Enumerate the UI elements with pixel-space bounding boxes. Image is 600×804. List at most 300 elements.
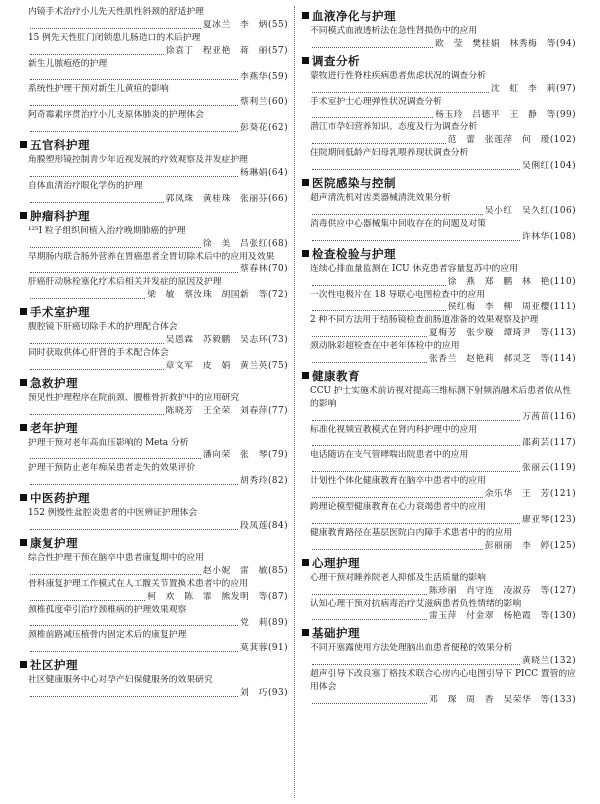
article-title: 蒙牧进行性脊柱疾病患者焦虑状况的调查分析 — [310, 70, 486, 81]
article-title: 标准化视频宣教模式在肾内科护理中的应用 — [310, 424, 478, 435]
toc-entry[interactable] — [22, 225, 288, 251]
dot-leader — [30, 343, 164, 344]
article-title: 阿奇霉素序贯治疗小儿支原体肺炎的护理体会 — [28, 110, 204, 121]
article-authors: 刘 巧 — [240, 688, 268, 699]
dot-leader — [312, 143, 446, 144]
dot-leader — [30, 529, 238, 530]
toc-entry[interactable] — [304, 147, 576, 173]
section-heading-text: 中医药护理 — [30, 491, 90, 506]
column-divider — [294, 6, 295, 798]
section-heading — [20, 658, 288, 673]
toc-section — [304, 54, 576, 173]
article-title: 手术室护士心理弹性状况调查分析 — [310, 96, 442, 107]
article-title: 15 例先天性肛门闭锁患儿肠造口的术后护理 — [28, 32, 201, 43]
square-bullet-icon — [302, 372, 309, 379]
page-number: (117) — [549, 437, 576, 448]
square-bullet-icon — [302, 179, 309, 186]
dot-leader — [30, 105, 238, 106]
article-title: 不同模式血液透析法在急性肾损伤中的应用 — [310, 26, 478, 36]
article-meta — [28, 687, 288, 700]
article-title: 护理干预防止老年痴呆患者走失的效果评价 — [28, 463, 196, 474]
article-meta — [310, 585, 576, 598]
article-meta — [28, 617, 288, 630]
article-meta — [28, 565, 288, 578]
page-number: (77) — [267, 405, 288, 416]
page-number: (62) — [267, 123, 288, 134]
article-meta — [28, 475, 288, 488]
article-meta — [28, 642, 288, 655]
toc-entry[interactable] — [304, 385, 576, 424]
toc-section — [22, 305, 288, 373]
section-heading-text: 医院感染与控制 — [312, 176, 396, 191]
article-meta — [310, 160, 576, 173]
section-heading — [20, 421, 288, 436]
toc-entry[interactable] — [22, 180, 288, 206]
page-number: (94) — [555, 38, 576, 49]
toc-entry[interactable] — [304, 424, 576, 450]
page-number: (121) — [549, 489, 576, 500]
section-heading-text: 健康教育 — [312, 368, 360, 383]
square-bullet-icon — [20, 494, 27, 501]
page-number: (97) — [555, 83, 576, 94]
page-number: (119) — [549, 463, 576, 474]
page-number: (123) — [549, 515, 576, 525]
toc-section — [304, 247, 576, 366]
article-title: 预见性护理程序在院前颈、腰椎骨折救护中的应用研究 — [28, 392, 240, 403]
section-heading — [20, 209, 288, 224]
dot-leader — [30, 54, 164, 55]
toc-entry[interactable] — [304, 70, 576, 96]
page-number: (91) — [267, 643, 288, 654]
article-meta — [28, 167, 288, 180]
article-title: 护理干预对老年高血压影响的 Meta 分析 — [28, 437, 189, 448]
article-title: 跨理论模型健康教育在心力衰竭患者中的应用 — [310, 502, 486, 513]
article-authors: 莫萁蓉 — [240, 643, 268, 654]
toc-entry[interactable] — [22, 392, 288, 418]
toc-entry[interactable] — [22, 347, 288, 373]
page-number: (93) — [267, 688, 288, 699]
article-meta — [310, 655, 576, 668]
article-meta — [28, 71, 288, 84]
article-authors: 夏梅芳 张少璇 谭琦尹 等 — [428, 328, 550, 339]
toc-entry[interactable] — [304, 218, 576, 244]
toc-section — [22, 6, 288, 135]
toc-entry[interactable] — [22, 604, 288, 630]
toc-entry[interactable] — [304, 289, 576, 315]
article-title: 内镜手术治疗小儿先天性肌性斜颈的舒适护理 — [28, 7, 204, 17]
article-title: 超声清洗机对齿类器械清洗效果分析 — [310, 193, 451, 204]
page-number: (132) — [549, 656, 576, 667]
article-authors: 余乐华 王 芳 — [484, 489, 550, 500]
article-title: 骨科康复护理工作模式在人工髋关节置换术患者中的应用 — [28, 578, 248, 589]
section-heading-text: 五官科护理 — [30, 138, 90, 153]
toc-entry[interactable] — [304, 598, 576, 624]
toc-section — [304, 176, 576, 244]
square-bullet-icon — [20, 379, 27, 386]
article-meta — [310, 134, 576, 147]
article-title: 消毒供应中心器械集中回收存在的问题及对策 — [310, 218, 486, 229]
square-bullet-icon — [302, 629, 309, 636]
dot-leader — [30, 651, 238, 652]
article-title: 颈椎孤度牵引治疗颈椎病的护理效果观察 — [28, 604, 187, 615]
article-title: 电话随访在支气管哮喘出院患者中的应用 — [310, 450, 469, 461]
section-heading — [20, 138, 288, 153]
toc-section — [22, 491, 288, 533]
section-heading — [20, 376, 288, 391]
article-title: 自体血清治疗眼化学伤的护理 — [28, 180, 143, 191]
toc-entry[interactable] — [304, 527, 576, 553]
toc-entry[interactable] — [22, 507, 288, 533]
article-authors: 邓 琛 周 香 吴荣华 等 — [428, 694, 550, 705]
article-title: 152 例慢性盆腔炎患者的中医辨证护理体会 — [28, 508, 198, 519]
section-heading-text: 心理护理 — [312, 555, 360, 570]
section-heading — [302, 54, 576, 69]
toc-section — [304, 556, 576, 624]
article-meta — [310, 514, 576, 527]
article-title: 心理干预对睡养院老人抑郁及生活质量的影响 — [310, 572, 486, 583]
article-meta — [310, 231, 576, 244]
article-meta — [310, 301, 576, 314]
article-meta — [28, 238, 288, 251]
section-heading — [20, 491, 288, 506]
section-heading-text: 老年护理 — [30, 420, 78, 435]
section-heading — [302, 247, 576, 262]
article-title: ¹²⁵I 粒子组织间植入治疗晚期肺癌的护理 — [28, 225, 186, 236]
section-heading-text: 康复护理 — [30, 536, 78, 550]
article-authors: 彭丽丽 李 婷 — [484, 540, 550, 551]
page-number: (55) — [267, 19, 288, 30]
article-meta — [28, 405, 288, 418]
article-authors: 段凤莲 — [240, 521, 268, 532]
square-bullet-icon — [302, 12, 309, 19]
page-number: (114) — [549, 354, 576, 365]
dot-leader — [312, 92, 489, 93]
dot-leader — [30, 202, 164, 203]
section-heading-text: 基础护理 — [312, 626, 360, 641]
article-meta — [310, 38, 576, 51]
toc-entry[interactable] — [22, 674, 288, 700]
square-bullet-icon — [302, 559, 309, 566]
article-title: 颈动脉彩超检查在中老年体检中的应用 — [310, 341, 460, 352]
dot-leader — [312, 619, 427, 620]
article-title: 早期肠内联合肠外营养在胃癌患者全胃切除术后中的应用及效果 — [28, 251, 275, 262]
dot-leader — [30, 458, 201, 459]
page-number: (59) — [267, 71, 288, 82]
toc-entry[interactable] — [304, 96, 576, 122]
article-authors: 张香兰 赵艳莉 郝灵芝 等 — [428, 354, 550, 365]
article-title: 一次性电极片在 18 导联心电图检查中的应用 — [310, 289, 486, 300]
article-authors: 章文军 皮 娟 黄兰英 — [165, 360, 268, 371]
dot-leader — [312, 471, 520, 472]
article-authors: 沈 虹 李 莉 — [490, 83, 556, 94]
toc-entry[interactable] — [22, 578, 288, 604]
page-number: (133) — [549, 694, 576, 705]
article-authors: 蔡春林 — [240, 264, 268, 275]
article-title: 住院期间低龄产妇母乳喂养现状调查分析 — [310, 148, 469, 159]
dot-leader — [30, 272, 238, 273]
article-meta — [28, 45, 288, 58]
article-authors: 郭凤珠 黄桂珠 张丽芬 — [165, 193, 268, 204]
dot-leader — [30, 600, 145, 601]
page-number: (66) — [267, 193, 288, 204]
article-authors: 徐袁丁 程亚艳 蒋 丽 — [165, 45, 268, 56]
dot-leader — [30, 696, 238, 697]
section-heading — [20, 305, 288, 320]
toc-entry[interactable] — [22, 58, 288, 84]
article-authors: 杨琳娟 — [240, 167, 268, 178]
square-bullet-icon — [20, 539, 27, 546]
article-authors: 党 莉 — [240, 617, 268, 628]
dot-leader — [312, 664, 520, 665]
article-title: 颈椎前路减压植骨内固定术后的康复护理 — [28, 630, 187, 641]
article-authors: 梁 敏 蔡汝珠 胡国新 等 — [147, 290, 268, 301]
page-number: (64) — [267, 167, 288, 178]
dot-leader — [312, 362, 427, 363]
article-authors: 胡秀玲 — [240, 476, 268, 487]
section-heading-text: 肿瘤科护理 — [30, 208, 90, 223]
article-title: 肝癌肝动脉栓塞化疗术后相关并发症的原因及护理 — [28, 277, 222, 288]
article-title: 超声引导下改良塞丁格技术联合心房内心电图引导下 PICC 置管的应用体会 — [310, 669, 576, 693]
page-number: (82) — [267, 476, 288, 487]
dot-leader — [312, 445, 520, 446]
toc-entry[interactable] — [304, 121, 576, 147]
article-authors: 柯 欢 陈 霏 熊发明 等 — [147, 591, 268, 602]
article-meta — [310, 83, 576, 96]
toc-entry[interactable] — [304, 449, 576, 475]
toc-entry[interactable] — [22, 251, 288, 277]
toc-section — [22, 209, 288, 302]
article-authors: 李燕华 — [240, 71, 268, 82]
toc-entry[interactable] — [22, 276, 288, 302]
dot-leader — [312, 285, 446, 286]
article-title: 潜江市孕妇营养知识、态度及行为调查分析 — [310, 122, 478, 133]
page-number: (113) — [549, 328, 576, 339]
article-meta — [310, 437, 576, 450]
article-authors: 陈珍丽 肖守连 凌淑芬 等 — [428, 585, 550, 596]
article-authors: 欧 莹 樊桂娟 林秀梅 等 — [435, 38, 556, 49]
toc-entry[interactable] — [22, 437, 288, 463]
article-meta — [28, 289, 288, 302]
article-title: CCU 护士实施术前访视对提高三维标测下射频消融术后患者依从性的影响 — [310, 385, 572, 409]
page-number: (73) — [267, 335, 288, 346]
section-heading — [302, 556, 576, 571]
article-meta — [310, 462, 576, 475]
dot-leader — [30, 176, 238, 177]
dot-leader — [312, 169, 520, 170]
article-title: 角膜塑形镜控制青少年近视发展的疗效观察及并发症护理 — [28, 155, 248, 166]
dot-leader — [30, 298, 145, 299]
article-meta — [310, 205, 576, 218]
page-number: (70) — [267, 264, 288, 275]
toc-entry[interactable] — [304, 25, 576, 51]
article-authors: 吴小红 吴久红 — [484, 205, 550, 216]
article-meta — [310, 694, 576, 707]
article-meta — [28, 334, 288, 347]
dot-leader — [312, 117, 433, 118]
toc-entry[interactable] — [22, 83, 288, 109]
toc-entry[interactable] — [22, 32, 288, 58]
section-heading — [302, 369, 576, 384]
dot-leader — [30, 247, 201, 248]
toc-entry[interactable] — [22, 321, 288, 347]
section-heading — [302, 9, 576, 24]
toc-entry[interactable] — [22, 6, 288, 32]
section-heading-text: 检查检验与护理 — [312, 246, 396, 261]
article-authors: 黄晓兰 — [521, 656, 550, 667]
toc-entry[interactable] — [22, 109, 288, 135]
section-heading-text: 手术室护理 — [30, 305, 90, 320]
toc-section — [304, 9, 576, 51]
toc-entry[interactable] — [304, 340, 576, 366]
page-number: (108) — [549, 231, 576, 242]
article-authors: 徐 美 吕张红 — [202, 238, 268, 249]
article-authors: 邵莉芸 — [521, 437, 550, 448]
section-heading-text: 急救护理 — [30, 375, 78, 390]
article-authors: 潘向荣 张 琴 — [202, 450, 268, 461]
article-meta — [28, 96, 288, 109]
toc-entry[interactable] — [304, 501, 576, 527]
toc-section — [304, 626, 576, 707]
toc-section — [304, 369, 576, 553]
article-meta — [28, 360, 288, 373]
toc-entry[interactable] — [22, 629, 288, 655]
page-number: (89) — [267, 617, 288, 628]
article-title: 不同开塞露使用方法处理脑出血患者便秘的效果分析 — [310, 643, 513, 654]
page-number: (72) — [267, 290, 288, 301]
article-title: 同时获取供体心肝肾的手术配合体会 — [28, 347, 169, 358]
article-title: 认知心理干预对抗病毒治疗艾滋病患者负性情绪的影响 — [310, 598, 522, 609]
dot-leader — [312, 240, 520, 241]
square-bullet-icon — [20, 424, 27, 431]
page-number: (99) — [555, 109, 576, 120]
toc-entry[interactable] — [22, 154, 288, 180]
article-title: 新生儿脓疱疮的护理 — [28, 58, 108, 69]
article-title: 健康教育路径在基层医院白内障手术患者中的的应用 — [310, 527, 513, 538]
page-number: (85) — [267, 565, 288, 576]
page-number: (79) — [267, 450, 288, 461]
dot-leader — [30, 369, 164, 370]
section-heading-text: 调查分析 — [312, 53, 360, 68]
toc-section — [22, 376, 288, 418]
article-title: 计划性个体化健康教育在脑卒中患者中的应用 — [310, 476, 486, 487]
toc-entry[interactable] — [304, 263, 576, 289]
section-heading — [302, 626, 576, 641]
section-heading-text: 社区护理 — [30, 658, 78, 673]
toc-section — [22, 421, 288, 489]
dot-leader — [312, 594, 427, 595]
toc-entry[interactable] — [304, 642, 576, 668]
article-title: 2 种不同方法用于结肠镜检查前肠道准备的效果观察及护理 — [310, 315, 539, 326]
article-authors: 蔡利兰 — [240, 97, 268, 108]
dot-leader — [312, 214, 483, 215]
page-number: (104) — [549, 161, 576, 172]
page-number: (127) — [549, 585, 576, 596]
dot-leader — [30, 574, 201, 575]
dot-leader — [312, 47, 433, 48]
page-number: (57) — [267, 45, 288, 56]
page-number: (75) — [267, 360, 288, 371]
article-authors: 侯红梅 李 柳 周亚樱 — [447, 302, 550, 313]
article-authors: 吴俐红 — [521, 161, 550, 172]
toc-left-column — [22, 6, 288, 700]
article-authors: 彭葵花 — [240, 123, 268, 134]
article-meta — [310, 276, 576, 289]
article-title: 腹腔镜下肝癌切除手术的护理配合体会 — [28, 322, 178, 333]
page-number: (60) — [267, 97, 288, 108]
dot-leader — [30, 79, 238, 80]
square-bullet-icon — [302, 57, 309, 64]
page-number: (84) — [267, 521, 288, 532]
page-number: (130) — [549, 611, 576, 622]
section-heading-text: 血液净化与护理 — [312, 9, 396, 23]
article-title: 系统性护理干预对新生儿黄疸的影响 — [28, 84, 169, 95]
dot-leader — [312, 420, 520, 421]
dot-leader — [30, 414, 164, 415]
square-bullet-icon — [302, 250, 309, 257]
dot-leader — [30, 625, 238, 626]
dot-leader — [30, 484, 238, 485]
toc-entry[interactable] — [22, 552, 288, 578]
square-bullet-icon — [20, 212, 27, 219]
article-meta — [28, 449, 288, 462]
article-authors: 徐 燕 郑 鹏 林 艳 — [447, 276, 550, 287]
dot-leader — [312, 703, 427, 704]
page-number: (68) — [267, 238, 288, 249]
article-meta — [310, 488, 576, 501]
article-authors: 杨玉玲 吕德平 王 静 等 — [435, 109, 556, 120]
article-meta — [310, 109, 576, 122]
article-title: 连续心排血量监测在 ICU 休克患者容量复苏中的应用 — [310, 263, 518, 274]
article-meta — [310, 540, 576, 553]
square-bullet-icon — [20, 141, 27, 148]
article-authors: 吴恩霖 苏毅鹏 吴志环 — [165, 335, 268, 346]
dot-leader — [312, 310, 446, 311]
toc-entry[interactable] — [304, 668, 576, 707]
page-number: (111) — [549, 302, 576, 313]
toc-entry[interactable] — [22, 462, 288, 488]
page-number: (116) — [549, 411, 576, 422]
article-meta — [310, 353, 576, 366]
article-authors: 张丽云 — [521, 463, 550, 474]
dot-leader — [312, 336, 427, 337]
toc-section — [22, 658, 288, 700]
article-title: 社区健康服务中心对孕产妇保健服务的效果研究 — [28, 675, 213, 686]
toc-entry[interactable] — [304, 192, 576, 218]
square-bullet-icon — [20, 661, 27, 668]
toc-entry[interactable] — [304, 314, 576, 340]
article-meta — [310, 327, 576, 340]
dot-leader — [30, 28, 201, 29]
article-title: 综合性护理干预在脑卒中患者康复期中的应用 — [28, 553, 204, 563]
page-number: (110) — [549, 276, 576, 287]
section-heading — [20, 536, 288, 551]
toc-entry[interactable] — [304, 475, 576, 501]
dot-leader — [30, 131, 238, 132]
article-authors: 陈晓芳 王全荣 刘春萍 — [165, 405, 268, 416]
article-authors: 雷玉萍 付金翠 杨艳霞 等 — [428, 611, 550, 622]
dot-leader — [312, 497, 483, 498]
article-meta — [310, 411, 576, 424]
page-number: (102) — [549, 135, 576, 146]
article-authors: 夏冰兰 李 炳 — [202, 19, 268, 30]
page-number: (125) — [549, 540, 576, 551]
article-meta — [28, 520, 288, 533]
toc-entry[interactable] — [304, 572, 576, 598]
article-meta — [28, 122, 288, 135]
toc-section — [22, 536, 288, 655]
square-bullet-icon — [20, 308, 27, 315]
dot-leader — [312, 549, 483, 550]
